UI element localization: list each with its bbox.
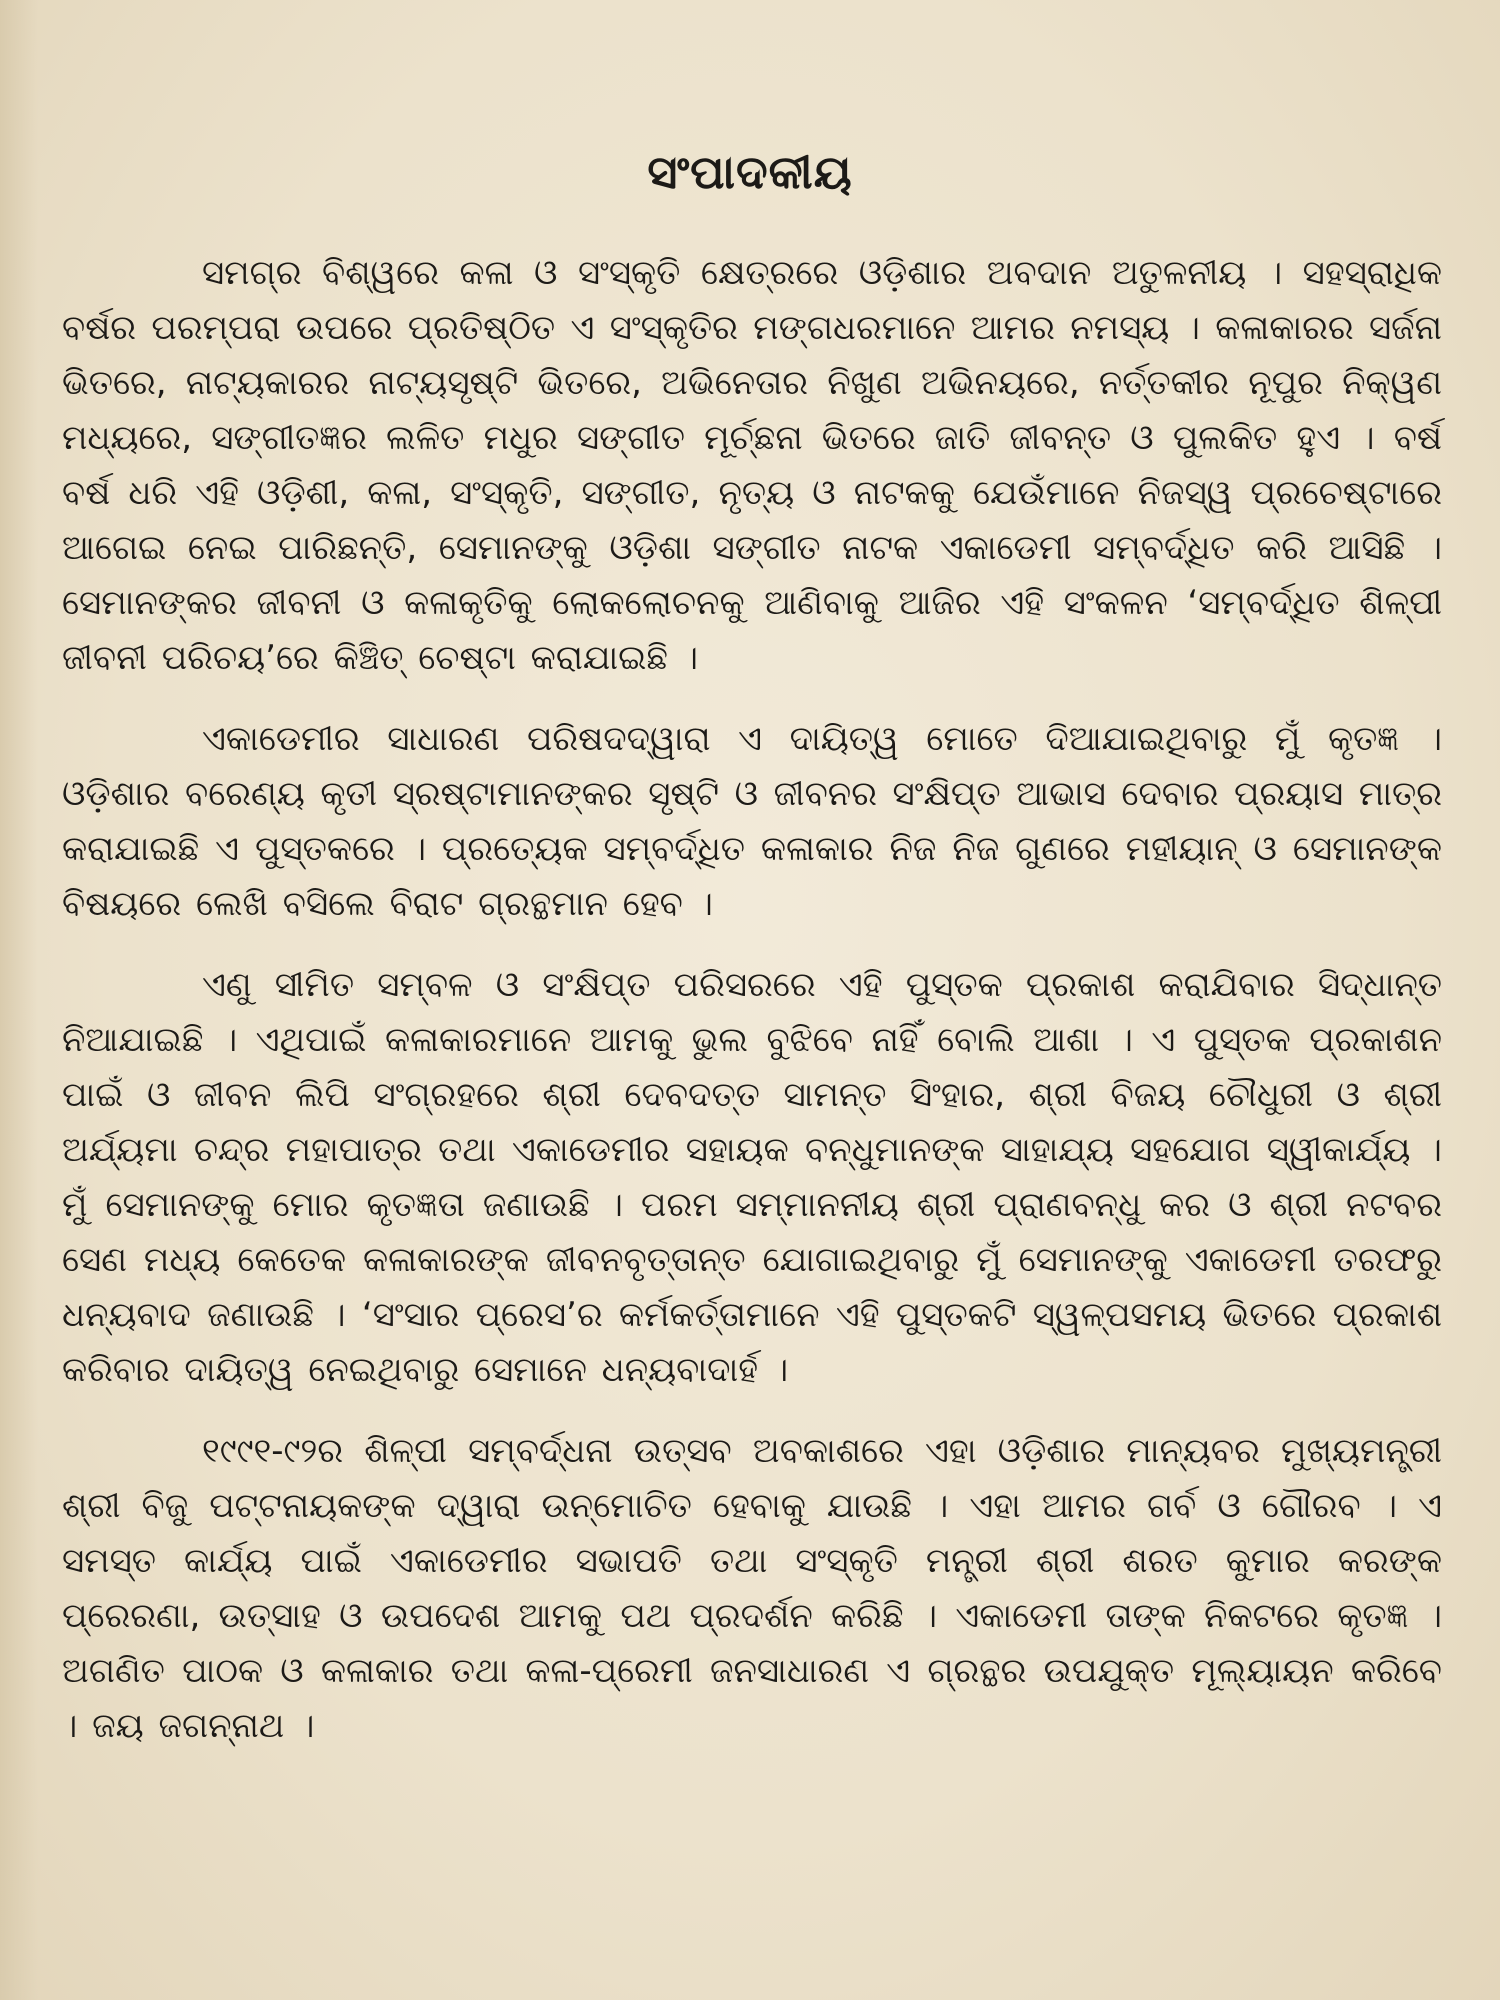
paragraph-1: ସମଗ୍ର ବିଶ୍ୱରେ କଳା ଓ ସଂସ୍କୃତି କ୍ଷେତ୍ରରେ ଓଡ଼ିଶାର ଅବଦାନ ଅତୁଳନୀୟ । ସହସ୍ରାଧିକ ବର୍ଷର ପରମ୍ପରା ଉପରେ ପ୍ରତିଷ୍ଠିତ ଏ ସଂସ୍କୃତିର ମଙ୍ଗଧରମାନେ ଆମର ନମସ୍ୟ । କଳାକାରର ସର୍ଜନା ଭିତରେ, ନାଟ୍ୟକାରର ନାଟ୍ୟସୃଷ୍ଟି ଭିତରେ, ଅଭିନେତାର ନିଖୁଣ ଅଭିନୟରେ, ନର୍ତ୍ତକୀର ନୂପୁର ନିକ୍ୱଣ ମଧ୍ୟରେ, ସଙ୍ଗୀତଜ୍ଞର ଲଳିତ ମଧୁର ସଙ୍ଗୀତ ମୂର୍ଚ୍ଛନା ଭିତରେ ଜାତି ଜୀବନ୍ତ ଓ ପୁଲକିତ ହୁଏ । ବର୍ଷ ବର୍ଷ ଧରି ଏହି ଓଡ଼ିଶୀ, କଳା, ସଂସ୍କୃତି, ସଙ୍ଗୀତ, ନୃତ୍ୟ ଓ ନାଟକକୁ ଯେଉଁମାନେ ନିଜସ୍ୱ ପ୍ରଚେଷ୍ଟାରେ ଆଗେଇ ନେଇ ପାରିଛନ୍ତି, ସେମାନଙ୍କୁ ଓଡ଼ିଶା ସଙ୍ଗୀତ ନାଟକ ଏକାଡେମୀ ସମ୍ବର୍ଦ୍ଧିତ କରି ଆସିଛି । ସେମାନଙ୍କର ଜୀବନୀ ଓ କଳାକୃତିକୁ ଲୋକଲୋଚନକୁ ଆଣିବାକୁ ଆଜିର ଏହି ସଂକଳନ ‘ସମ୍ବର୍ଦ୍ଧିତ ଶିଳ୍ପୀ ଜୀବନୀ ପରିଚୟ’ରେ କିଞ୍ଚିତ୍ ଚେଷ୍ଟା କରାଯାଇଛି । [62, 253, 1442, 678]
paragraph-4: ୧୯୯୧-୯୨ର ଶିଳ୍ପୀ ସମ୍ବର୍ଦ୍ଧନା ଉତ୍ସବ ଅବକାଶରେ ଏହା ଓଡ଼ିଶାର ମାନ୍ୟବର ମୁଖ୍ୟମନ୍ତ୍ରୀ ଶ୍ରୀ ବିଜୁ ପଟ୍ଟନାୟକଙ୍କ ଦ୍ୱାରା ଉନ୍ମୋଚିତ ହେବାକୁ ଯାଉଛି । ଏହା ଆମର ଗର୍ବ ଓ ଗୌରବ । ଏ ସମସ୍ତ କାର୍ଯ୍ୟ ପାଇଁ ଏକାଡେମୀର ସଭାପତି ତଥା ସଂସ୍କୃତି ମନ୍ତ୍ରୀ ଶ୍ରୀ ଶରତ କୁମାର କରଙ୍କ ପ୍ରେରଣା, ଉତ୍ସାହ ଓ ଉପଦେଶ ଆମକୁ ପଥ ପ୍ରଦର୍ଶନ କରିଛି । ଏକାଡେମୀ ତାଙ୍କ ନିକଟରେ କୃତଜ୍ଞ । ଅଗଣିତ ପାଠକ ଓ କଳାକାର ତଥା କଳା-ପ୍ରେମୀ ଜନସାଧାରଣ ଏ ଗ୍ରନ୍ଥର ଉପଯୁକ୍ତ ମୂଲ୍ୟାୟନ କରିବେ । ଜୟ ଜଗନ୍ନାଥ । [62, 1431, 1442, 1746]
paragraph-2: ଏକାଡେମୀର ସାଧାରଣ ପରିଷଦଦ୍ୱାରା ଏ ଦାୟିତ୍ୱ ମୋତେ ଦିଆଯାଇଥିବାରୁ ମୁଁ କୃତଜ୍ଞ । ଓଡ଼ିଶାର ବରେଣ୍ୟ କୃତୀ ସ୍ରଷ୍ଟାମାନଙ୍କର ସୃଷ୍ଟି ଓ ଜୀବନର ସଂକ୍ଷିପ୍ତ ଆଭାସ ଦେବାର ପ୍ରୟାସ ମାତ୍ର କରାଯାଇଛି ଏ ପୁସ୍ତକରେ । ପ୍ରତ୍ୟେକ ସମ୍ବର୍ଦ୍ଧିତ କଳାକାର ନିଜ ନିଜ ଗୁଣରେ ମହୀୟାନ୍ ଓ ସେମାନଙ୍କ ବିଷୟରେ ଲେଖି ବସିଲେ ବିରାଟ ଗ୍ରନ୍ଥମାନ ହେବ । [62, 719, 1442, 924]
paragraph-3: ଏଣୁ ସୀମିତ ସମ୍ବଳ ଓ ସଂକ୍ଷିପ୍ତ ପରିସରରେ ଏହି ପୁସ୍ତକ ପ୍ରକାଶ କରାଯିବାର ସିଦ୍ଧାନ୍ତ ନିଆଯାଇଛି । ଏଥିପାଇଁ କଳାକାରମାନେ ଆମକୁ ଭୁଲ ବୁଝିବେ ନାହିଁ ବୋଲି ଆଶା । ଏ ପୁସ୍ତକ ପ୍ରକାଶନ ପାଇଁ ଓ ଜୀବନ ଲିପି ସଂଗ୍ରହରେ ଶ୍ରୀ ଦେବଦତ୍ତ ସାମନ୍ତ ସିଂହାର, ଶ୍ରୀ ବିଜୟ ଚୌଧୁରୀ ଓ ଶ୍ରୀ ଅର୍ଯ୍ୟମା ଚନ୍ଦ୍ର ମହାପାତ୍ର ତଥା ଏକାଡେମୀର ସହାୟକ ବନ୍ଧୁମାନଙ୍କ ସାହାଯ୍ୟ ସହଯୋଗ ସ୍ୱୀକାର୍ଯ୍ୟ । ମୁଁ ସେମାନଙ୍କୁ ମୋର କୃତଜ୍ଞତା ଜଣାଉଛି । ପରମ ସମ୍ମାନନୀୟ ଶ୍ରୀ ପ୍ରାଣବନ୍ଧୁ କର ଓ ଶ୍ରୀ ନଟବର ସେଣ ମଧ୍ୟ କେତେକ କଳାକାରଙ୍କ ଜୀବନବୃତ୍ତାନ୍ତ ଯୋଗାଇଥିବାରୁ ମୁଁ ସେମାନଙ୍କୁ ଏକାଡେମୀ ତରଫରୁ ଧନ୍ୟବାଦ ଜଣାଉଛି । ‘ସଂସାର ପ୍ରେସ’ର କର୍ମକର୍ତ୍ତାମାନେ ଏହି ପୁସ୍ତକଟି ସ୍ୱଳ୍ପସମୟ ଭିତରେ ପ୍ରକାଶ କରିବାର ଦାୟିତ୍ୱ ନେଇଥିବାରୁ ସେମାନେ ଧନ୍ୟବାଦାର୍ହ । [62, 965, 1442, 1390]
page-title: ସଂପାଦକୀୟ [647, 145, 853, 199]
body-text [62, 246, 1442, 1780]
page-edge-shadow [0, 0, 38, 2000]
